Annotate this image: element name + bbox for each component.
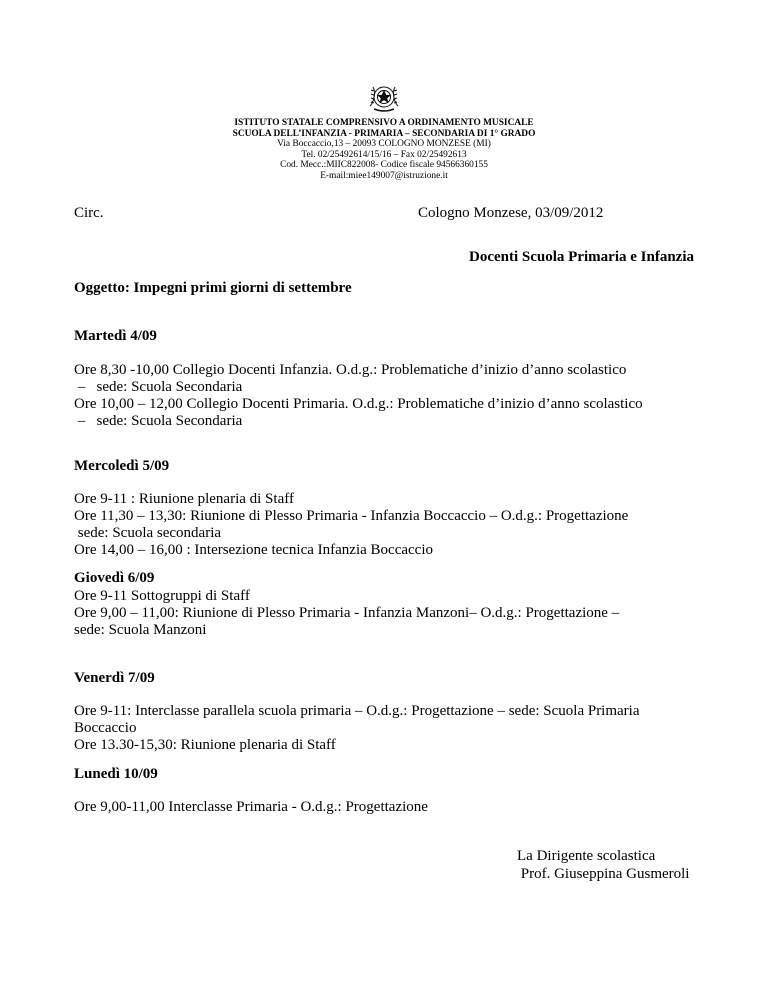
schedule-line: Ore 10,00 – 12,00 Collegio Docenti Primaria. O.d.g.: Problematiche d’inizio d’anno scolastico (74, 396, 643, 412)
schedule-line: – sede: Scuola Secondaria (74, 379, 243, 395)
schedule-line: Ore 14,00 – 16,00 : Intersezione tecnica Infanzia Boccaccio (74, 542, 434, 558)
day-heading: Giovedì 6/09 (74, 570, 155, 586)
day-heading: Venerdì 7/09 (74, 670, 155, 686)
day-schedule (74, 799, 714, 816)
day-schedule (74, 588, 714, 639)
letterhead-email: E-mail:miee149007@istruzione.it (320, 170, 448, 181)
day-schedule (74, 362, 714, 430)
day-heading: Martedì 4/09 (74, 328, 157, 344)
day-heading: Mercoledì 5/09 (74, 458, 170, 474)
schedule-line: Ore 9-11: Interclasse parallela scuola primaria – O.d.g.: Progettazione – sede: Scuola Primaria (74, 703, 640, 719)
letterhead-line: Via Boccaccio,13 – 20093 COLOGNO MONZESE (MI) (277, 139, 491, 150)
schedule-line: – sede: Scuola Secondaria (74, 413, 243, 429)
day-schedule (74, 491, 714, 559)
schedule-line: Ore 9,00 – 11,00: Riunione di Plesso Primaria - Infanzia Manzoni– O.d.g.: Progettazione – (74, 605, 620, 621)
recipients: Docenti Scuola Primaria e Infanzia (469, 249, 694, 265)
letterhead-line: Cod. Mecc.:MIIC822008- Codice fiscale 94566360155 (280, 160, 488, 171)
schedule-line: Ore 9-11 : Riunione plenaria di Staff (74, 491, 294, 507)
school-letterhead (0, 118, 768, 182)
day-schedule (74, 703, 714, 754)
letterhead-line: SCUOLA DELL’INFANZIA - PRIMARIA – SECONDARIA DI 1° GRADO (232, 128, 536, 139)
letterhead-line: ISTITUTO STATALE COMPRENSIVO A ORDINAMENTO MUSICALE (234, 118, 534, 128)
schedule-line: Boccaccio (74, 720, 137, 736)
signature-name: Prof. Giuseppina Gusmeroli (517, 865, 690, 882)
schedule-line: Ore 8,30 -10,00 Collegio Docenti Infanzia. O.d.g.: Problematiche d’inizio d’anno scolastico (74, 362, 627, 378)
italian-republic-emblem-icon (364, 82, 404, 114)
schedule-line: sede: Scuola secondaria (74, 525, 222, 541)
schedule-line: Ore 9,00-11,00 Interclasse Primaria - O.d.g.: Progettazione (74, 799, 428, 815)
signature-block (517, 848, 689, 883)
signature-role: La Dirigente scolastica (517, 848, 656, 864)
day-heading: Lunedì 10/09 (74, 766, 158, 782)
schedule-line: Ore 13.30-15,30: Riunione plenaria di Staff (74, 737, 336, 753)
circular-number: Circ. (74, 205, 104, 221)
letterhead-line: Tel. 02/25492614/15/16 – Fax 02/25492613 (301, 149, 467, 160)
subject-line: Oggetto: Impegni primi giorni di settembre (74, 280, 352, 296)
place-and-date: Cologno Monzese, 03/09/2012 (418, 205, 604, 221)
schedule-line: sede: Scuola Manzoni (74, 622, 207, 638)
schedule-line: Ore 11,30 – 13,30: Riunione di Plesso Primaria - Infanzia Boccaccio – O.d.g.: Progettazione (74, 508, 629, 524)
schedule-line: Ore 9-11 Sottogruppi di Staff (74, 588, 250, 604)
